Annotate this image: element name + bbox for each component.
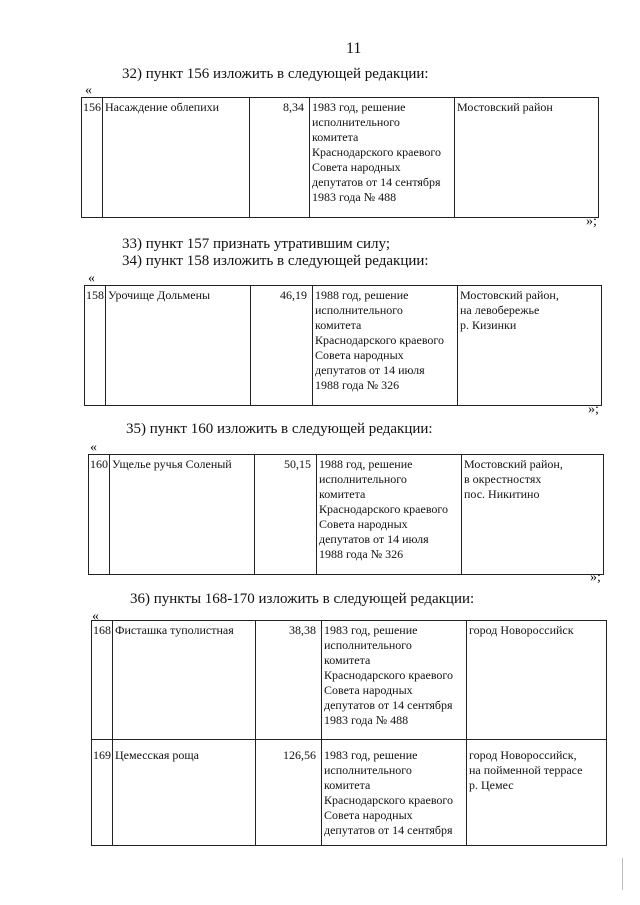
decision-line: депутатов от 14 сентября [312, 175, 441, 189]
table-row [85, 286, 602, 406]
item-heading-36: 36) пункты 168-170 изложить в следующей редакции: [130, 591, 475, 607]
item-heading-35: 35) пункт 160 изложить в следующей редакции: [126, 421, 433, 437]
object-name-cell: Ущелье ручья Соленый [110, 455, 255, 575]
item-heading-33: 33) пункт 157 признать утратившим силу; [122, 236, 391, 252]
open-quote: « [90, 440, 97, 455]
area-cell: 8,34 [250, 98, 310, 218]
object-name-cell: Цемесская роща [113, 740, 256, 846]
row-number-cell: 156 [82, 98, 103, 218]
location-line: город Новороссийск [469, 623, 574, 637]
page-number: 11 [346, 40, 362, 57]
row-number-cell: 169 [92, 740, 113, 846]
decision-line: 1983 год, решение [324, 623, 418, 637]
location-line: город Новороссийск, [469, 748, 577, 762]
decision-line: исполнительного [319, 472, 407, 486]
decision-line: исполнительного [315, 303, 403, 317]
row-number-cell: 168 [92, 621, 113, 740]
close-quote: »; [588, 402, 599, 417]
decision-cell [322, 621, 467, 740]
location-cell [467, 621, 607, 740]
decision-cell [317, 455, 462, 575]
location-cell [458, 286, 602, 406]
location-line: Мостовский район, [464, 457, 563, 471]
close-quote: »; [586, 214, 597, 229]
decision-line: 1983 года № 488 [312, 190, 397, 204]
decision-line: депутатов от 14 сентября [324, 698, 453, 712]
amendment-table-168-170 [91, 620, 607, 846]
decision-cell [310, 98, 455, 218]
location-cell [467, 740, 607, 846]
decision-line: депутатов от 14 июля [315, 363, 425, 377]
table-row [89, 455, 604, 575]
decision-line: 1988 года № 326 [315, 378, 400, 392]
decision-line: исполнительного [324, 638, 412, 652]
decision-line: Совета народных [324, 808, 413, 822]
decision-line: депутатов от 14 сентября [324, 823, 453, 837]
decision-line: Краснодарского краевого [319, 502, 449, 516]
decision-line: комитета [324, 778, 371, 792]
decision-cell [322, 740, 467, 846]
decision-line: Совета народных [319, 517, 408, 531]
location-cell [455, 98, 599, 218]
decision-line: депутатов от 14 июля [319, 532, 429, 546]
decision-line: комитета [319, 487, 366, 501]
open-quote: « [88, 271, 95, 286]
object-name-cell: Насаждение облепихи [103, 98, 250, 218]
decision-line: Краснодарского краевого [312, 145, 442, 159]
location-line: на пойменной террасе [469, 763, 583, 777]
row-number-cell: 158 [85, 286, 106, 406]
table-row [92, 621, 607, 740]
decision-line: комитета [324, 653, 371, 667]
location-line: р. Кизинки [460, 318, 517, 332]
location-line: Мостовский район [457, 100, 553, 114]
decision-line: 1983 год, решение [312, 100, 406, 114]
amendment-table-156 [81, 97, 599, 218]
area-cell: 126,56 [256, 740, 322, 846]
amendment-table-158 [84, 285, 602, 406]
item-heading-32: 32) пункт 156 изложить в следующей редакции: [122, 66, 429, 82]
area-cell: 46,19 [251, 286, 313, 406]
decision-line: 1988 год, решение [319, 457, 413, 471]
open-quote: « [85, 83, 92, 98]
decision-line: исполнительного [324, 763, 412, 777]
table-row [82, 98, 599, 218]
row-number-cell: 160 [89, 455, 110, 575]
location-line: р. Цемес [469, 778, 514, 792]
decision-line: Краснодарского краевого [324, 793, 454, 807]
table-row [92, 740, 607, 846]
decision-line: комитета [315, 318, 362, 332]
decision-line: 1983 год, решение [324, 748, 418, 762]
object-name-cell: Фисташка туполистная [113, 621, 256, 740]
decision-line: 1988 года № 326 [319, 547, 404, 561]
decision-line: 1988 год, решение [315, 288, 409, 302]
amendment-table-160 [88, 454, 604, 575]
open-quote: « [92, 609, 99, 624]
decision-cell [313, 286, 458, 406]
location-line: Мостовский район, [460, 288, 559, 302]
close-quote: »; [590, 570, 601, 585]
decision-line: Совета народных [312, 160, 401, 174]
page-edge-mark [622, 858, 623, 890]
area-cell: 50,15 [255, 455, 317, 575]
decision-line: Совета народных [324, 683, 413, 697]
location-line: пос. Никитино [464, 487, 540, 501]
decision-line: комитета [312, 130, 359, 144]
area-cell: 38,38 [256, 621, 322, 740]
location-cell [462, 455, 604, 575]
decision-line: исполнительного [312, 115, 400, 129]
location-line: в окрестностях [464, 472, 542, 486]
decision-line: 1983 года № 488 [324, 713, 409, 727]
item-heading-34: 34) пункт 158 изложить в следующей редакции: [122, 253, 429, 269]
decision-line: Краснодарского краевого [315, 333, 445, 347]
location-line: на левобережье [460, 303, 540, 317]
object-name-cell: Урочище Дольмены [106, 286, 251, 406]
decision-line: Совета народных [315, 348, 404, 362]
decision-line: Краснодарского краевого [324, 668, 454, 682]
